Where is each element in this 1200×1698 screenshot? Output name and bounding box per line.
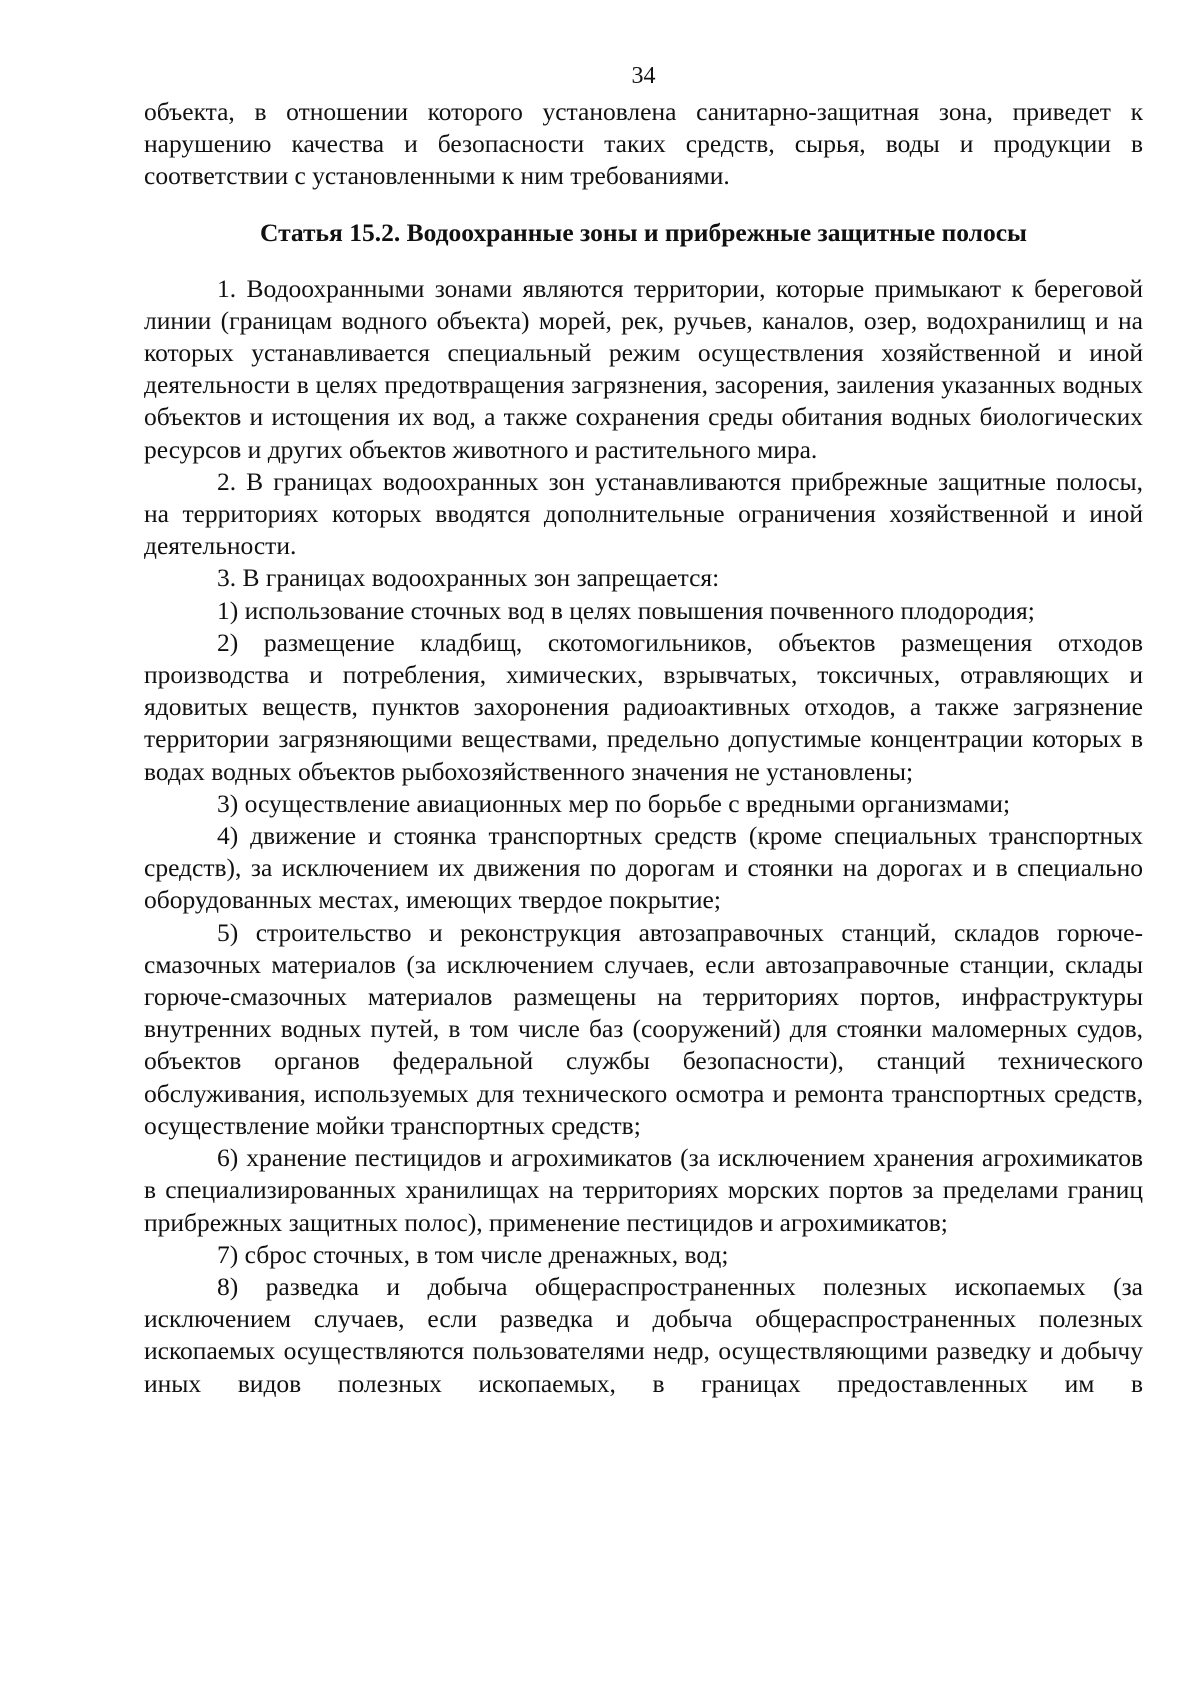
paragraph-3: 3. В границах водоохранных зон запрещается: (217, 563, 720, 593)
list-item-1: 1) использование сточных вод в целях повышения почвенного плодородия; (217, 595, 1035, 625)
list-item-2: 2) размещение кладбищ, скотомогильников, объектов размещения отходов производства и потребления, химических, взрывчатых, токсичных, отравляющих и ядовитых веществ, пунктов захоронения радиоактивных отходов, а также загрязнение территории загрязняющими веществами, предельно допустимые концентрации которых в водах водных объектов рыбохозяйственного значения не установлены; (144, 627, 1143, 786)
document-page (144, 62, 1143, 1400)
intro-paragraph: объекта, в отношении которого установлена санитарно-защитная зона, приведет к нарушению качества и безопасности таких средств, сырья, воды и продукции в соответствии с установленными к ним требованиями. (144, 97, 1143, 191)
list-item-7: 7) сброс сточных, в том числе дренажных, вод; (217, 1239, 729, 1269)
paragraph-1: 1. Водоохранными зонами являются территории, которые примыкают к береговой линии (границам водного объекта) морей, рек, ручьев, каналов, озер, водохранилищ и на которых устанавливается специальный режим осуществления хозяйственной и иной деятельности в целях предотвращения загрязнения, засорения, заиления указанных водных объектов и истощения их вод, а также сохранения среды обитания водных биологических ресурсов и других объектов животного и растительного мира. (144, 273, 1143, 464)
list-item-3: 3) осуществление авиационных мер по борьбе с вредными организмами; (217, 788, 1011, 818)
page-number: 34 (631, 63, 656, 89)
list-item-8: 8) разведка и добыча общераспространенных полезных ископаемых (за исключением случаев, если разведка и добыча общераспространенных полезных ископаемых осуществляются пользователями недр, осуществляющими разведку и добычу иных видов полезных ископаемых, в границах предоставленных им в (144, 1271, 1143, 1398)
list-item-6: 6) хранение пестицидов и агрохимикатов (за исключением хранения агрохимикатов в специализированных хранилищах на территориях морских портов за пределами границ прибрежных защитных полос), применение пестицидов и агрохимикатов; (144, 1143, 1143, 1237)
list-item-4: 4) движение и стоянка транспортных средств (кроме специальных транспортных средств), за исключением их движения по дорогам и стоянки на дорогах и в специально оборудованных местах, имеющих твердое покрытие; (144, 821, 1143, 915)
paragraph-2: 2. В границах водоохранных зон устанавливаются прибрежные защитные полосы, на территориях которых вводятся дополнительные ограничения хозяйственной и иной деятельности. (144, 466, 1143, 561)
article-title: Статья 15.2. Водоохранные зоны и прибрежные защитные полосы (260, 217, 1027, 247)
list-item-5: 5) строительство и реконструкция автозаправочных станций, складов горюче-смазочных материалов (за исключением случаев, если автозаправочные станции, склады горюче-смазочных материалов размещены на территориях портов, инфраструктуры внутренних водных путей, в том числе баз (сооружений) для стоянки маломерных судов, объектов органов федеральной службы безопасности), станций технического обслуживания, используемых для технического осмотра и ремонта транспортных средств, осуществление мойки транспортных средств; (144, 917, 1143, 1140)
